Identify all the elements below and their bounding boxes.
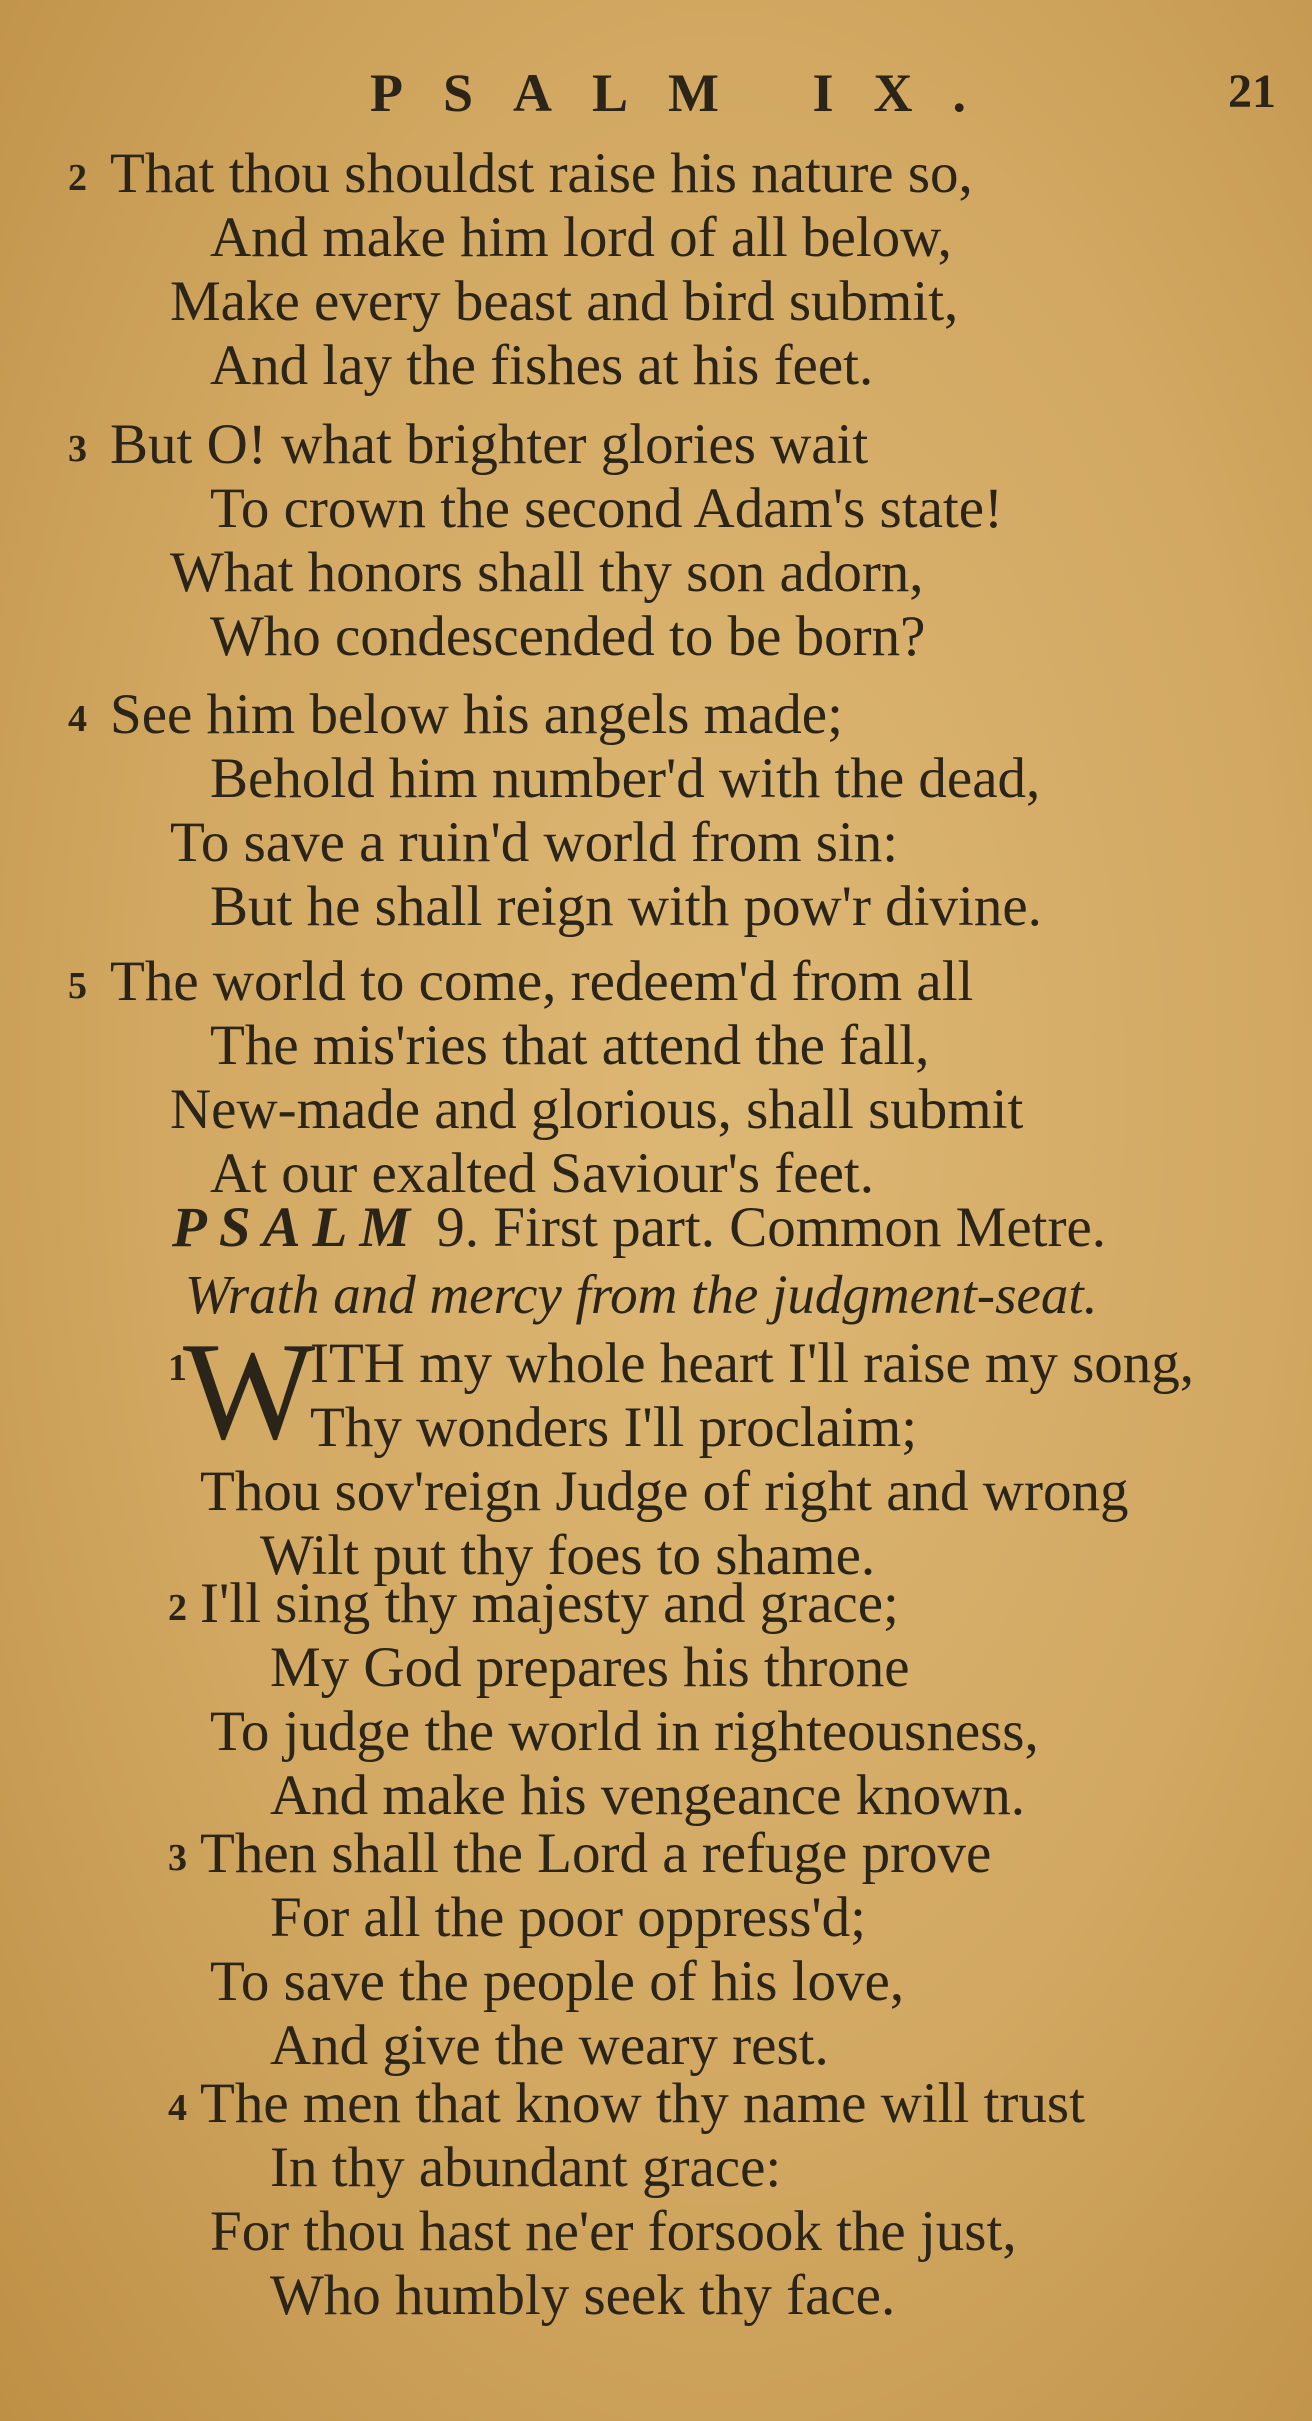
verse-line: Thou sov'reign Judge of right and wrong <box>200 1460 1129 1523</box>
verse-line: And give the weary rest. <box>270 2014 829 2077</box>
verse-line: Who condescended to be born? <box>210 605 926 668</box>
verse-line: But he shall reign with pow'r divine. <box>210 875 1042 938</box>
psalm-heading <box>172 1195 1106 1260</box>
stanza-number: 1 <box>168 1347 187 1389</box>
verse-line: New-made and glorious, shall submit <box>170 1078 1024 1141</box>
verse-line: And make him lord of all below, <box>210 206 952 269</box>
verse-line: And lay the fishes at his feet. <box>210 334 874 397</box>
verse-line: Wilt put thy foes to shame. <box>260 1524 876 1587</box>
drop-cap: W <box>183 1314 316 1469</box>
page-number: 21 <box>1228 65 1276 118</box>
stanza-number: 3 <box>168 1837 187 1879</box>
stanza-number: 4 <box>168 2087 187 2129</box>
verse-line: And make his vengeance known. <box>270 1764 1026 1827</box>
verse-line: That thou shouldst raise his nature so, <box>110 142 973 205</box>
verse-line: To judge the world in righteousness, <box>210 1700 1039 1763</box>
verse-line: Behold him number'd with the dead, <box>210 747 1041 810</box>
verse-line: See him below his angels made; <box>110 683 843 746</box>
verse-line: To save the people of his love, <box>210 1950 905 2013</box>
verse-line: The mis'ries that attend the fall, <box>210 1014 930 1077</box>
running-header-title: PSALM IX. <box>370 63 1007 123</box>
verse-line: In thy abundant grace: <box>270 2136 782 2199</box>
verse-line: Thy wonders I'll proclaim; <box>310 1396 918 1459</box>
verse-line: For all the poor oppress'd; <box>270 1886 867 1949</box>
verse-line: My God prepares his throne <box>270 1636 910 1699</box>
psalm-heading-word: PSALM <box>172 1196 423 1259</box>
stanza-number: 3 <box>68 428 87 470</box>
stanza-number: 2 <box>168 1587 187 1629</box>
verse-line: To save a ruin'd world from sin: <box>170 811 899 874</box>
stanza-number: 2 <box>68 157 87 199</box>
verse-line: I'll sing thy majesty and grace; <box>200 1572 899 1635</box>
stanza-number: 4 <box>68 698 87 740</box>
verse-line: The world to come, redeem'd from all <box>110 950 974 1013</box>
verse-line: Who humbly seek thy face. <box>270 2264 896 2327</box>
verse-line: ITH my whole heart I'll raise my song, <box>310 1332 1195 1395</box>
verse-line: At our exalted Saviour's feet. <box>210 1142 874 1205</box>
verse-line: To crown the second Adam's state! <box>210 477 1003 540</box>
verse-line: But O! what brighter glories wait <box>110 413 869 476</box>
psalm-subtitle: Wrath and mercy from the judgment-seat. <box>185 1264 1098 1325</box>
verse-line: What honors shall thy son adorn, <box>170 541 924 604</box>
verse-line: The men that know thy name will trust <box>200 2072 1085 2135</box>
stanza-number: 5 <box>68 965 87 1007</box>
verse-line: Then shall the Lord a refuge prove <box>200 1822 992 1885</box>
verse-line: For thou hast ne'er forsook the just, <box>210 2200 1017 2263</box>
verse-line: Make every beast and bird submit, <box>170 270 959 333</box>
psalm-heading-rest: 9. First part. Common Metre. <box>436 1196 1106 1259</box>
